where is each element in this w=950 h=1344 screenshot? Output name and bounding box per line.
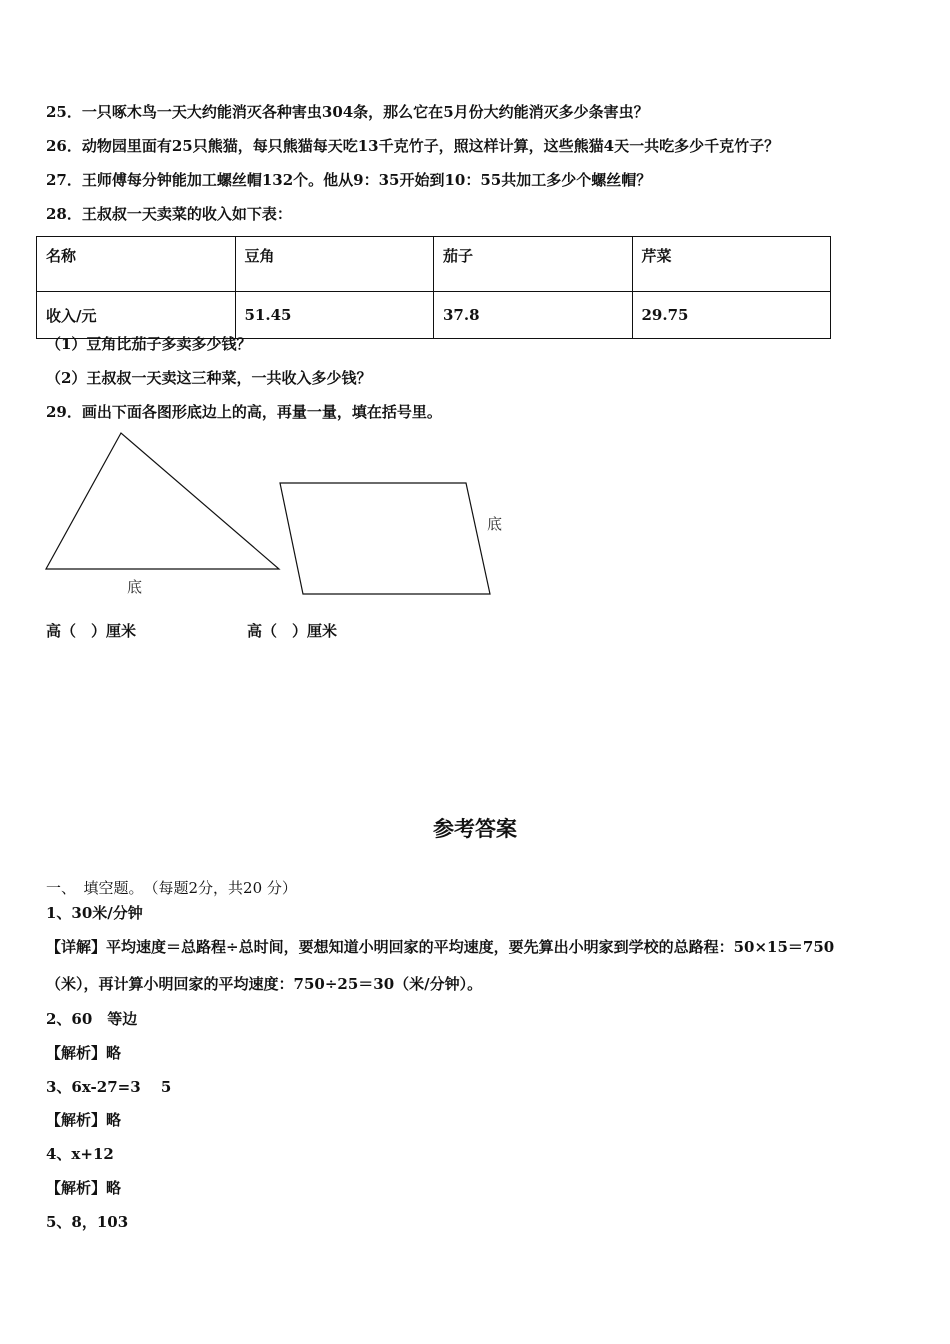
answer-3: 3、6x-27=3 5 — [46, 1078, 172, 1096]
triangle-base-label: 底 — [127, 578, 143, 596]
question-26: 26．动物园里面有25只熊猫，每只熊猫每天吃13千克竹子，照这样计算，这些熊猫4天一共吃多少千克竹子？ — [46, 137, 780, 155]
answer-1-detail-line-1: 【详解】平均速度＝总路程÷总时间，要想知道小明回家的平均速度，要先算出小明家到学校的总路程：50×15＝750 — [46, 938, 835, 956]
question-27: 27．王师傅每分钟能加工螺丝帽132个。他从9：35开始到10：55共加工多少个螺丝帽？ — [46, 171, 652, 189]
answer-4: 4、x+12 — [46, 1145, 114, 1163]
table-row — [37, 292, 831, 339]
answer-1-detail-line-2: （米），再计算小明回家的平均速度：750÷25＝30（米/分钟）。 — [46, 975, 483, 993]
parallelogram-height-answer: 高（ ）厘米 — [247, 622, 338, 640]
answer-5: 5、8，103 — [46, 1213, 129, 1231]
answer-3-note: 【解析】略 — [46, 1111, 122, 1129]
parallelogram-base-label: 底 — [487, 515, 503, 533]
question-28: 28．王叔叔一天卖菜的收入如下表： — [46, 205, 292, 223]
table-header-row — [37, 237, 831, 292]
parallelogram-shape — [280, 483, 490, 594]
answer-2: 2、60 等边 — [46, 1010, 138, 1028]
table-header-cell: 豆角 — [235, 237, 434, 292]
triangle-shape — [46, 433, 279, 569]
geometry-figures — [0, 420, 560, 610]
question-25: 25．一只啄木鸟一天大约能消灭各种害虫304条，那么它在5月份大约能消灭多少条害虫？ — [46, 103, 649, 121]
table-header-cell: 名称 — [37, 237, 236, 292]
answers-section-heading: 一、 填空题。 （每题2分，共20 分） — [46, 879, 297, 897]
answer-2-note: 【解析】略 — [46, 1044, 122, 1062]
question-28-sub-1: （1）豆角比茄子多卖多少钱？ — [46, 335, 252, 353]
question-29: 29．画出下面各图形底边上的高，再量一量，填在括号里。 — [46, 403, 442, 421]
table-cell: 收入/元 — [37, 292, 236, 339]
answers-title: 参考答案 — [433, 816, 517, 841]
table-header-cell: 茄子 — [434, 237, 633, 292]
table-cell: 51.45 — [235, 292, 434, 339]
question-28-sub-2: （2）王叔叔一天卖这三种菜，一共收入多少钱？ — [46, 369, 372, 387]
table-cell: 29.75 — [632, 292, 831, 339]
answer-1: 1、30米/分钟 — [46, 904, 143, 922]
triangle-height-answer: 高（ ）厘米 — [46, 622, 137, 640]
income-table — [36, 236, 831, 339]
table-cell: 37.8 — [434, 292, 633, 339]
table-header-cell: 芹菜 — [632, 237, 831, 292]
answer-4-note: 【解析】略 — [46, 1179, 122, 1197]
